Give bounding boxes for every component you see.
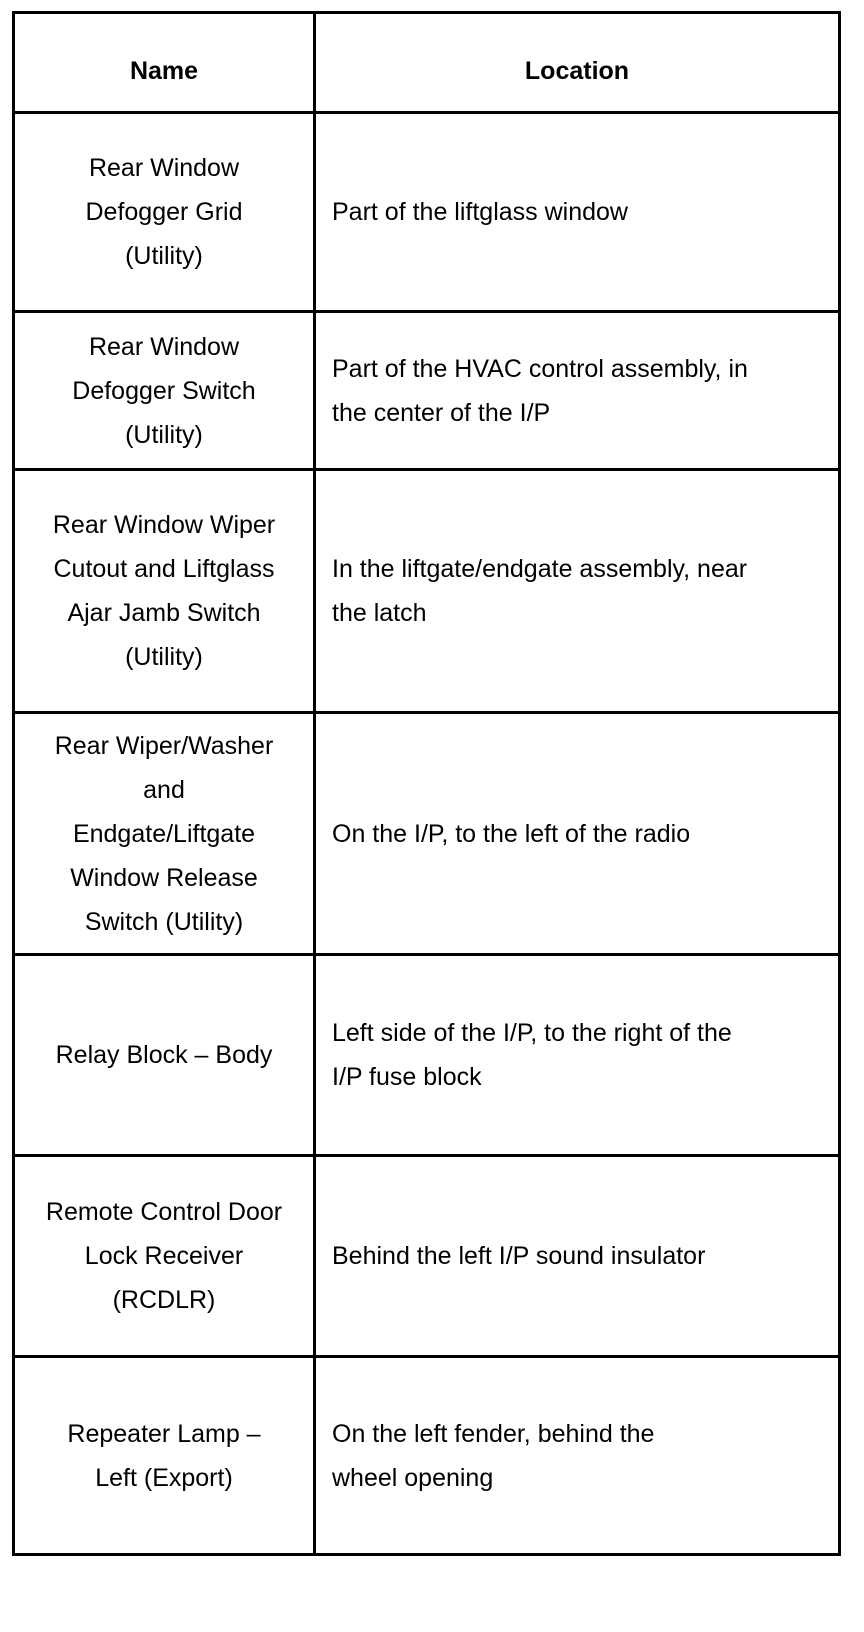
component-location: On the I/P, to the left of the radio: [332, 819, 691, 848]
component-location: On the left fender, behind the wheel opening: [332, 1419, 655, 1492]
header-row: [14, 13, 840, 113]
location-cell: [315, 713, 840, 955]
component-name: Remote Control Door Lock Receiver (RCDLR): [45, 1198, 283, 1314]
component-location: Behind the left I/P sound insulator: [332, 1242, 706, 1270]
table-body: [14, 113, 840, 1555]
table-row: [14, 113, 840, 312]
name-cell: [14, 312, 315, 470]
name-cell: [14, 955, 315, 1156]
location-column-header: Location: [315, 13, 840, 113]
table-row: [14, 470, 840, 713]
table-header: [14, 13, 840, 113]
location-cell: [315, 1357, 840, 1555]
location-cell: [315, 470, 840, 713]
table-row: [14, 713, 840, 955]
name-cell: [14, 470, 315, 713]
component-location: Part of the liftglass window: [332, 198, 628, 226]
table-row: [14, 312, 840, 470]
component-location-table: [12, 11, 841, 1556]
name-cell: [14, 113, 315, 312]
name-cell: [14, 1156, 315, 1357]
table-row: [14, 1357, 840, 1555]
location-cell: [315, 955, 840, 1156]
component-name: Relay Block – Body: [55, 1041, 273, 1069]
component-name: Rear Window Defogger Switch (Utility): [72, 332, 256, 449]
component-name: Rear Window Defogger Grid (Utility): [85, 154, 243, 270]
name-column-header: Name: [14, 13, 315, 113]
location-cell: [315, 1156, 840, 1357]
table-row: [14, 1156, 840, 1357]
component-location: In the liftgate/endgate assembly, near the latch: [332, 555, 748, 627]
table-row: [14, 955, 840, 1156]
location-cell: [315, 113, 840, 312]
location-cell: [315, 312, 840, 470]
component-location: Part of the HVAC control assembly, in the center of the I/P: [332, 354, 748, 427]
name-cell: [14, 1357, 315, 1555]
name-cell: [14, 713, 315, 955]
component-name: Rear Window Wiper Cutout and Liftglass Ajar Jamb Switch (Utility): [52, 511, 276, 671]
component-name: Repeater Lamp – Left (Export): [67, 1419, 261, 1492]
component-location: Left side of the I/P, to the right of the I/P fuse block: [332, 1019, 732, 1091]
component-name: Rear Wiper/Washer and Endgate/Liftgate Window Release Switch (Utility): [54, 731, 274, 936]
